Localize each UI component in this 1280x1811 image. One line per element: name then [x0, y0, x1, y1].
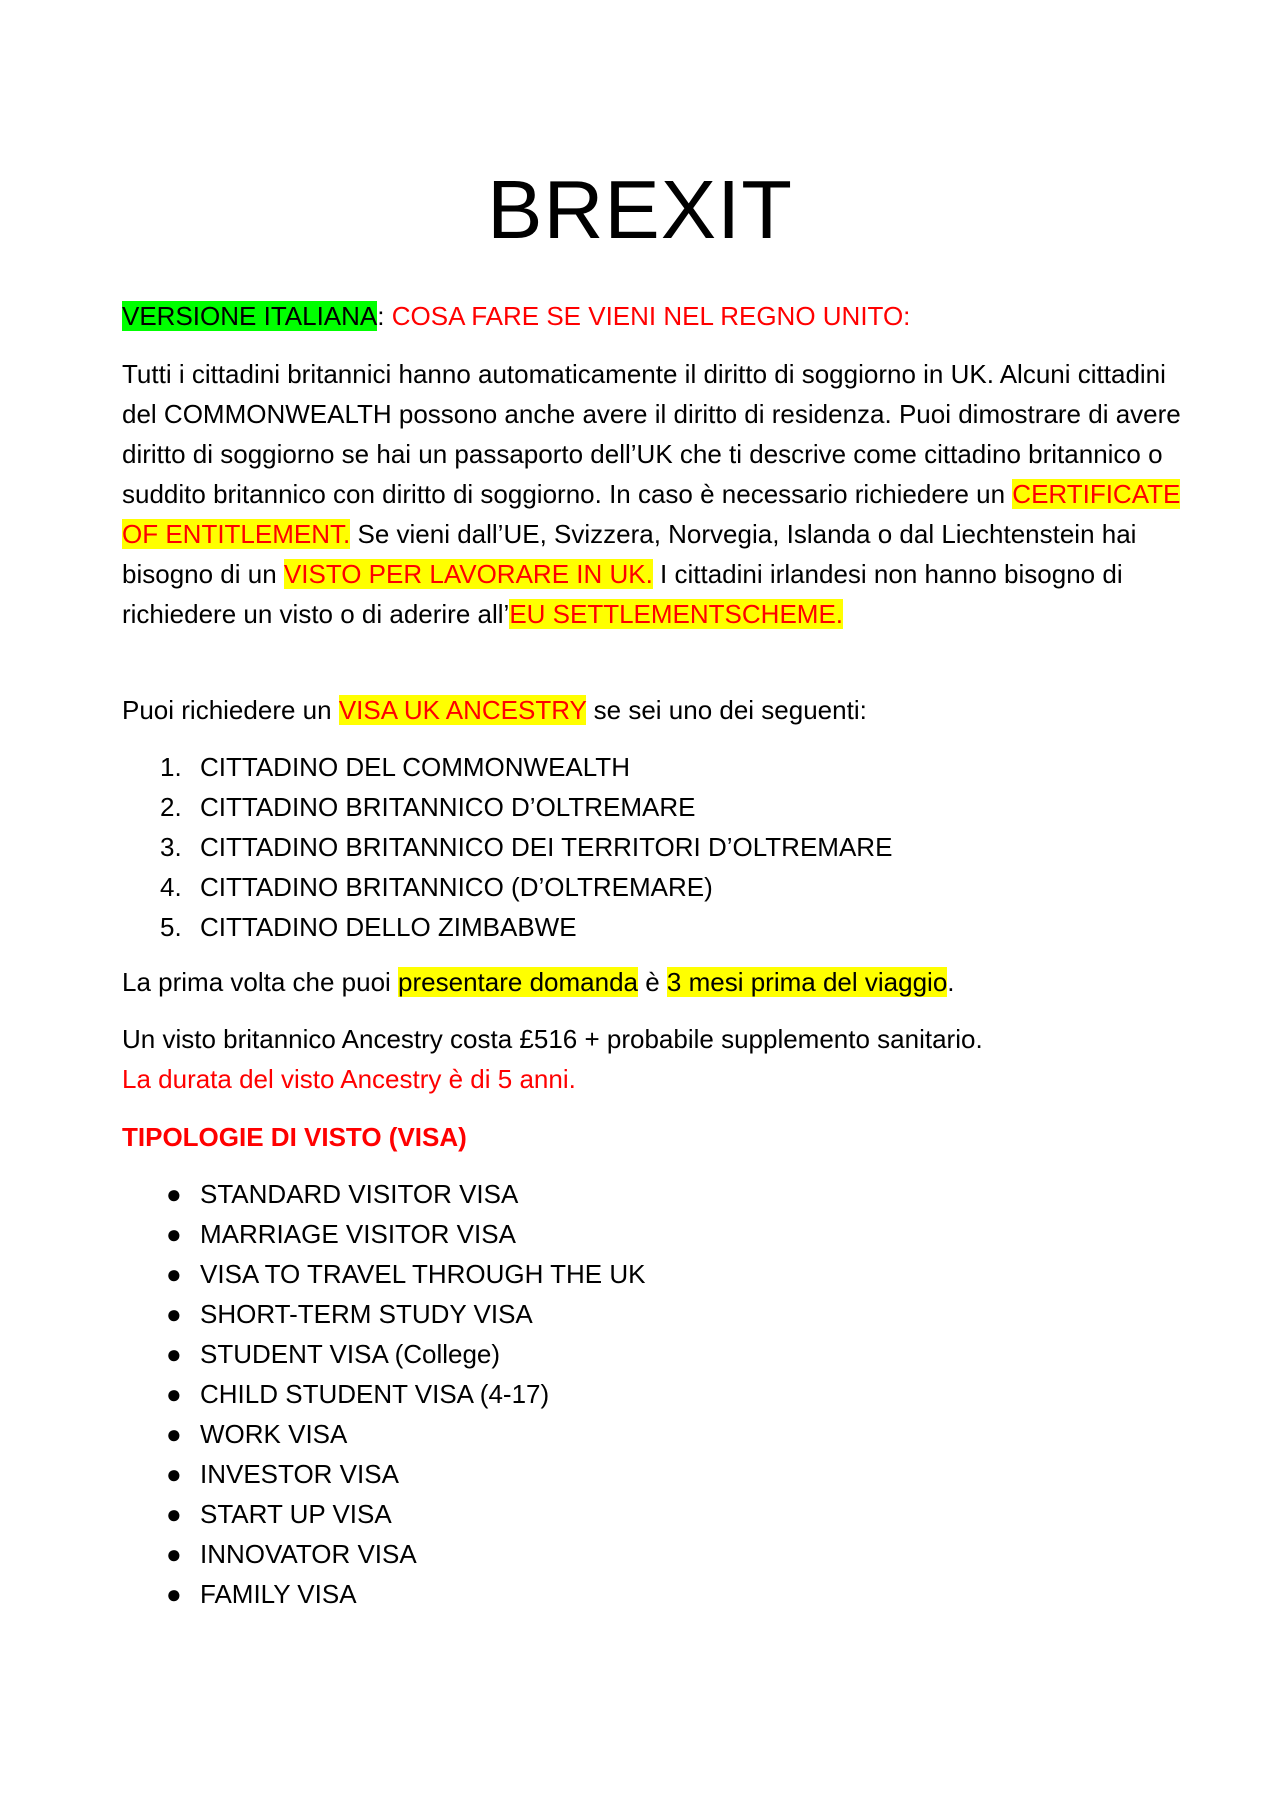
- list-item: ● INNOVATOR VISA: [122, 1534, 646, 1574]
- bullet-icon: ●: [166, 1499, 182, 1529]
- visa-types-heading: TIPOLOGIE DI VISTO (VISA): [122, 1122, 467, 1152]
- heading-separator: :: [377, 301, 385, 331]
- document-title: BREXIT: [487, 163, 793, 256]
- work-visa-highlight: VISTO PER LAVORARE IN UK.: [283, 559, 653, 589]
- list-item: ● MARRIAGE VISITOR VISA: [122, 1214, 646, 1254]
- list-item: ● START UP VISA: [122, 1494, 646, 1534]
- list-item: ● INVESTOR VISA: [122, 1454, 646, 1494]
- first-application-paragraph: La prima volta che puoi presentare domanda è 3 mesi prima del viaggio.: [122, 967, 955, 997]
- intro-text-3: I cittadini irlandesi non hanno bisogno di richiedere un visto o di aderire all’: [122, 559, 1123, 629]
- ancestry-visa-highlight: VISA UK ANCESTRY: [338, 695, 587, 725]
- apply-highlight: presentare domanda: [398, 967, 638, 997]
- ancestry-post: se sei uno dei seguenti:: [586, 695, 867, 725]
- section-heading: [122, 296, 910, 336]
- bullet-icon: ●: [166, 1579, 182, 1609]
- list-item: ● STUDENT VISA (College): [122, 1334, 646, 1374]
- list-item: ● STANDARD VISITOR VISA: [122, 1174, 646, 1214]
- intro-paragraph: [122, 354, 1182, 634]
- bullet-icon: ●: [166, 1339, 182, 1369]
- list-item: ● WORK VISA: [122, 1414, 646, 1454]
- bullet-icon: ●: [166, 1459, 182, 1489]
- list-item: ● VISA TO TRAVEL THROUGH THE UK: [122, 1254, 646, 1294]
- settlement-scheme-highlight: EU SETTLEMENTSCHEME.: [509, 599, 844, 629]
- list-item: 2. CITTADINO BRITANNICO D’OLTREMARE: [160, 792, 696, 822]
- heading-subtitle: COSA FARE SE VIENI NEL REGNO UNITO:: [384, 301, 911, 331]
- list-item: ● FAMILY VISA: [122, 1574, 646, 1614]
- list-item: ● SHORT-TERM STUDY VISA: [122, 1294, 646, 1334]
- list-item: 4. CITTADINO BRITANNICO (D’OLTREMARE): [160, 872, 713, 902]
- cost-paragraph: [122, 1019, 983, 1099]
- eligibility-list: [122, 747, 892, 947]
- bullet-icon: ●: [166, 1299, 182, 1329]
- bullet-icon: ●: [166, 1259, 182, 1289]
- list-item: ● CHILD STUDENT VISA (4-17): [122, 1374, 646, 1414]
- ancestry-pre: Puoi richiedere un: [122, 695, 339, 725]
- bullet-icon: ●: [166, 1379, 182, 1409]
- certificate-highlight: CERTIFICATE OF ENTITLEMENT.: [122, 479, 1181, 549]
- language-label: VERSIONE ITALIANA: [122, 301, 378, 331]
- list-item: 5. CITTADINO DELLO ZIMBABWE: [160, 912, 577, 942]
- timing-highlight: 3 mesi prima del viaggio: [666, 967, 948, 997]
- duration-text: La durata del visto Ancestry è di 5 anni.: [122, 1064, 576, 1094]
- visa-types-list: [122, 1174, 646, 1614]
- bullet-icon: ●: [166, 1219, 182, 1249]
- cost-text: Un visto britannico Ancestry costa £516 + probabile supplemento sanitario.: [122, 1024, 983, 1054]
- bullet-icon: ●: [166, 1539, 182, 1569]
- ancestry-paragraph: [122, 690, 867, 730]
- intro-text-2: Se vieni dall’UE, Svizzera, Norvegia, Islanda o dal Liechtenstein hai bisogno di un: [122, 519, 1137, 589]
- bullet-icon: ●: [166, 1419, 182, 1449]
- intro-text-1: Tutti i cittadini britannici hanno automaticamente il diritto di soggiorno in UK. Alcuni cittadini del COMMONWEALTH possono anche avere il diritto di residenza. Puoi dimostrare di avere diritto di soggiorno se hai un passaporto dell’UK che ti descrive come cittadino britannico o suddito britannico con diritto di soggiorno. In caso è necessario richiedere un: [122, 359, 1181, 509]
- list-item: 1. CITTADINO DEL COMMONWEALTH: [160, 752, 630, 782]
- list-item: 3. CITTADINO BRITANNICO DEI TERRITORI D’OLTREMARE: [160, 832, 893, 862]
- bullet-icon: ●: [166, 1179, 182, 1209]
